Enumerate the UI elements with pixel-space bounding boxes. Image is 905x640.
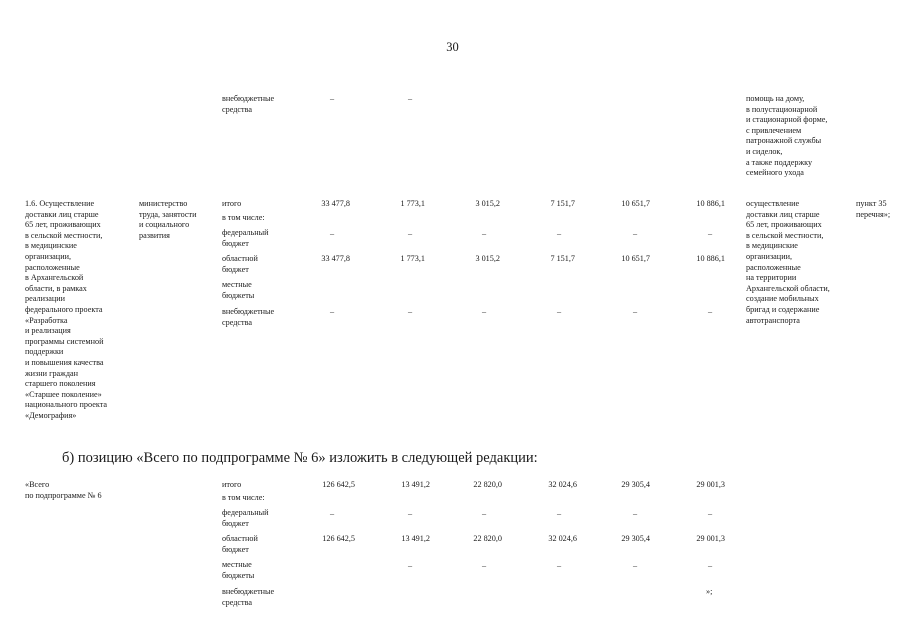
row-1-6-total-y5: 10 651,7 [621, 199, 650, 208]
total-local-y5: – [632, 561, 638, 570]
row-1-6-total-y1: 33 477,8 [321, 199, 350, 208]
row-1-6-extrabudget-y6: – [707, 307, 713, 316]
total-regional-y5: 29 305,4 [621, 534, 650, 543]
row-1-6-reference: пункт 35 перечня»; [856, 199, 891, 219]
row-1-6-regional-y5: 10 651,7 [621, 254, 650, 263]
total-row-name: «Всего по подпрограмме № 6 [25, 480, 102, 500]
total-regional-y2: 13 491,2 [401, 534, 430, 543]
total-federal-y1: – [329, 509, 335, 518]
total-local-y3: – [481, 561, 487, 570]
total-federal-y5: – [632, 509, 638, 518]
total-local-y4: – [556, 561, 562, 570]
row-1-6-total-y3: 3 015,2 [475, 199, 500, 208]
row-1-6-name: 1.6. Осуществление доставки лиц старше 65 лет, проживающих в сельской местности, в медицинские организации, расположенные в Архангельской области, в рамках реализации федерального проекта «Разработка и реализация программы системной поддержки и повышения качества жизни граждан старшего поколения «Старшее поколение» национального проекта «Демография» [25, 199, 108, 420]
top-row-value-1: – [329, 94, 335, 103]
page-number: 30 [446, 40, 459, 54]
total-regional-y3: 22 820,0 [473, 534, 502, 543]
row-1-6-federal-y1: – [329, 229, 335, 238]
top-row-value-2: – [407, 94, 413, 103]
row-1-6-extrabudget-y5: – [632, 307, 638, 316]
row-1-6-total-y6: 10 886,1 [696, 199, 725, 208]
row-1-6-source-extrabudget: внебюджетные средства [222, 307, 275, 327]
row-1-6-extrabudget-y2: – [407, 307, 413, 316]
row-1-6-total-y2: 1 773,1 [400, 199, 425, 208]
total-source-extrabudget: внебюджетные средства [222, 587, 275, 607]
row-1-6-source-federal: федеральный бюджет [222, 228, 269, 248]
row-1-6-federal-y3: – [481, 229, 487, 238]
source-extrabudget-label: внебюджетные средства [222, 94, 275, 114]
row-1-6-extrabudget-y1: – [329, 307, 335, 316]
total-total-y2: 13 491,2 [401, 480, 430, 489]
row-1-6-regional-y2: 1 773,1 [400, 254, 425, 263]
row-1-6-source-incl: в том числе: [222, 213, 265, 222]
total-total-y5: 29 305,4 [621, 480, 650, 489]
total-total-y4: 32 024,6 [548, 480, 577, 489]
total-federal-y6: – [707, 509, 713, 518]
total-source-local: местные бюджеты [222, 560, 255, 580]
row-1-6-federal-y2: – [407, 229, 413, 238]
total-total-y1: 126 642,5 [322, 480, 355, 489]
row-1-6-federal-y4: – [556, 229, 562, 238]
heading-b: б) позицию «Всего по подпрограмме № 6» изложить в следующей редакции: [62, 450, 538, 466]
total-total-y6: 29 001,3 [696, 480, 725, 489]
row-1-6-source-total: итого [222, 199, 242, 208]
total-source-regional: областной бюджет [222, 534, 258, 554]
total-regional-y1: 126 642,5 [322, 534, 355, 543]
total-federal-y2: – [407, 509, 413, 518]
total-end-mark: »; [706, 587, 713, 596]
total-source-incl: в том числе: [222, 493, 265, 502]
total-source-federal: федеральный бюджет [222, 508, 269, 528]
total-total-y3: 22 820,0 [473, 480, 502, 489]
row-1-6-regional-y6: 10 886,1 [696, 254, 725, 263]
row-1-6-federal-y6: – [707, 229, 713, 238]
total-federal-y3: – [481, 509, 487, 518]
row-1-6-extrabudget-y4: – [556, 307, 562, 316]
row-1-6-result: осуществление доставки лиц старше 65 лет, проживающих в сельской местности, в медицинские организации, расположенные на территории Архангельской области, создание мобильных бригад и содержание автотранспорта [746, 199, 830, 325]
row-1-6-regional-y4: 7 151,7 [550, 254, 575, 263]
row-1-6-source-local: местные бюджеты [222, 280, 255, 300]
row-1-6-federal-y5: – [632, 229, 638, 238]
total-regional-y4: 32 024,6 [548, 534, 577, 543]
row-1-6-regional-y3: 3 015,2 [475, 254, 500, 263]
total-local-y2: – [407, 561, 413, 570]
row-1-6-total-y4: 7 151,7 [550, 199, 575, 208]
row-1-6-source-regional: областной бюджет [222, 254, 258, 274]
row-1-6-extrabudget-y3: – [481, 307, 487, 316]
row-1-6-executor: министерство труда, занятости и социального развития [139, 199, 197, 240]
total-federal-y4: – [556, 509, 562, 518]
total-source-total: итого [222, 480, 242, 489]
total-regional-y6: 29 001,3 [696, 534, 725, 543]
top-row-result: помощь на дому, в полустационарной и стационарной форме, с привлечением патронажной службы и сиделок, а также поддержку семейного ухода [746, 94, 828, 178]
row-1-6-regional-y1: 33 477,8 [321, 254, 350, 263]
total-local-y6: – [707, 561, 713, 570]
